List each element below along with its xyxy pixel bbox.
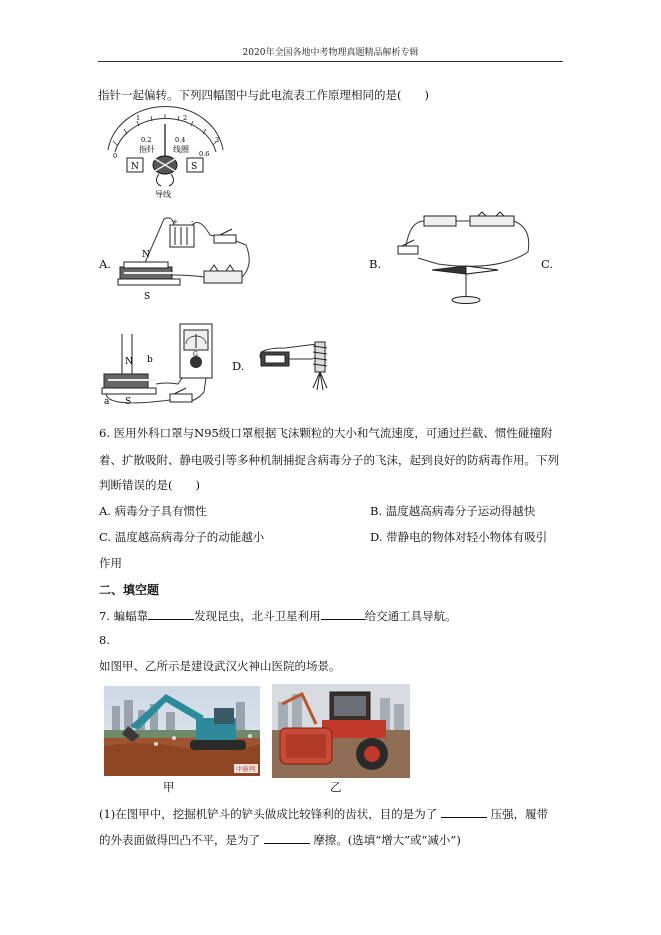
meter-tick: 1 xyxy=(136,114,141,122)
caption-yi: 乙 xyxy=(330,780,342,794)
q5-stem: 指针一起偏转。下列四幅图中与此电流表工作原理相同的是( ) xyxy=(98,88,429,102)
q6-choice-c: C. 温度越高病毒分子的动能越小 xyxy=(99,530,265,544)
option-c-a-label: a xyxy=(104,397,110,407)
q7-blank-2[interactable] xyxy=(321,608,365,620)
meter-tick: 0.4 xyxy=(175,136,186,144)
option-a-s-pole: S xyxy=(144,292,151,302)
q8-sub1-part-2: 压强，履带 xyxy=(490,807,549,821)
option-b-figure xyxy=(388,212,538,312)
q6-line-3: 判断错误的是( ) xyxy=(99,478,200,492)
q7-blank-1[interactable] xyxy=(148,608,194,620)
page-header: 2020年全国各地中考物理真题精品解析专辑 xyxy=(242,48,419,58)
meter-s-pole: S xyxy=(191,162,198,172)
q8-blank-1[interactable] xyxy=(441,806,487,818)
q6-line-2: 着、扩散吸附、静电吸引等多种机制捕捉含病毒分子的飞沫，起到良好的防病毒作用。下列 xyxy=(99,453,559,467)
meter-tick: 0 xyxy=(113,152,118,160)
q8-sub1-line-2 xyxy=(99,832,461,847)
q6-choice-a: A. 病毒分子具有惯性 xyxy=(99,504,207,518)
option-c-b-label: b xyxy=(147,355,153,365)
excavator-photo xyxy=(104,686,260,776)
q7-part-3: 给交通工具导航。 xyxy=(364,609,457,623)
q7-part-1: 7. 蝙蝠靠 xyxy=(99,609,149,623)
road-roller-photo xyxy=(272,684,410,778)
option-c-s-pole: S xyxy=(125,397,132,407)
caption-jia: 甲 xyxy=(163,780,175,794)
option-c-n-pole: N xyxy=(125,357,133,367)
coil-label: 线圈 xyxy=(173,145,189,154)
q7-part-2: 发现昆虫，北斗卫星利用 xyxy=(194,609,321,623)
option-d-label: D. xyxy=(232,359,245,373)
section-title-fill-blank: 二、填空题 xyxy=(99,583,160,597)
q8-sub1-part-1: (1)在图甲中，挖掘机铲斗的铲头做成比较锋利的齿状，目的是为了 xyxy=(99,807,438,821)
q8-sub1-line2-part-2: 摩擦。(选填“增大”或“减小”) xyxy=(313,833,461,847)
q7-text xyxy=(99,608,457,623)
header-divider xyxy=(98,61,563,62)
option-c-figure xyxy=(100,322,220,410)
q6-line-1: 6. 医用外科口罩与N95级口罩根据飞沫颗粒的大小和气流速度，可通过拦截、惯性碰撞附 xyxy=(99,426,553,440)
svg-text:-: - xyxy=(191,218,194,226)
option-c-label: C. xyxy=(541,257,554,271)
q8-sub1-line2-part-1: 的外表面做得凹凸不平，是为了 xyxy=(99,833,260,847)
q8-intro: 如图甲、乙所示是建设武汉火神山医院的场景。 xyxy=(99,659,341,673)
option-d-figure xyxy=(255,338,340,396)
galvanometer-figure xyxy=(103,112,228,200)
q8-sub1-line-1 xyxy=(99,806,548,821)
option-c-g-label: G xyxy=(193,351,198,358)
q8-blank-2[interactable] xyxy=(264,832,310,844)
option-a-n-pole: N xyxy=(142,250,150,260)
meter-tick: 0.6 xyxy=(199,150,210,158)
svg-text:+: + xyxy=(172,218,178,226)
option-a-label: A. xyxy=(99,257,111,271)
q6-choice-d: D. 带静电的物体对轻小物体有吸引 xyxy=(370,530,548,544)
meter-tick: 2 xyxy=(183,114,188,122)
meter-tick: 0.2 xyxy=(141,136,152,144)
pointer-label: 指针 xyxy=(139,145,155,154)
q6-choice-d-continued: 作用 xyxy=(99,556,122,570)
meter-n-pole: N xyxy=(131,162,139,172)
option-b-label: B. xyxy=(369,257,382,271)
q6-choice-b: B. 温度越高病毒分子运动得越快 xyxy=(370,504,536,518)
option-a-figure xyxy=(114,215,259,303)
photo-watermark: 中新网 xyxy=(236,765,256,773)
meter-tick: 3 xyxy=(215,136,220,144)
wire-label: 导线 xyxy=(155,190,171,199)
q8-number: 8. xyxy=(99,633,110,647)
